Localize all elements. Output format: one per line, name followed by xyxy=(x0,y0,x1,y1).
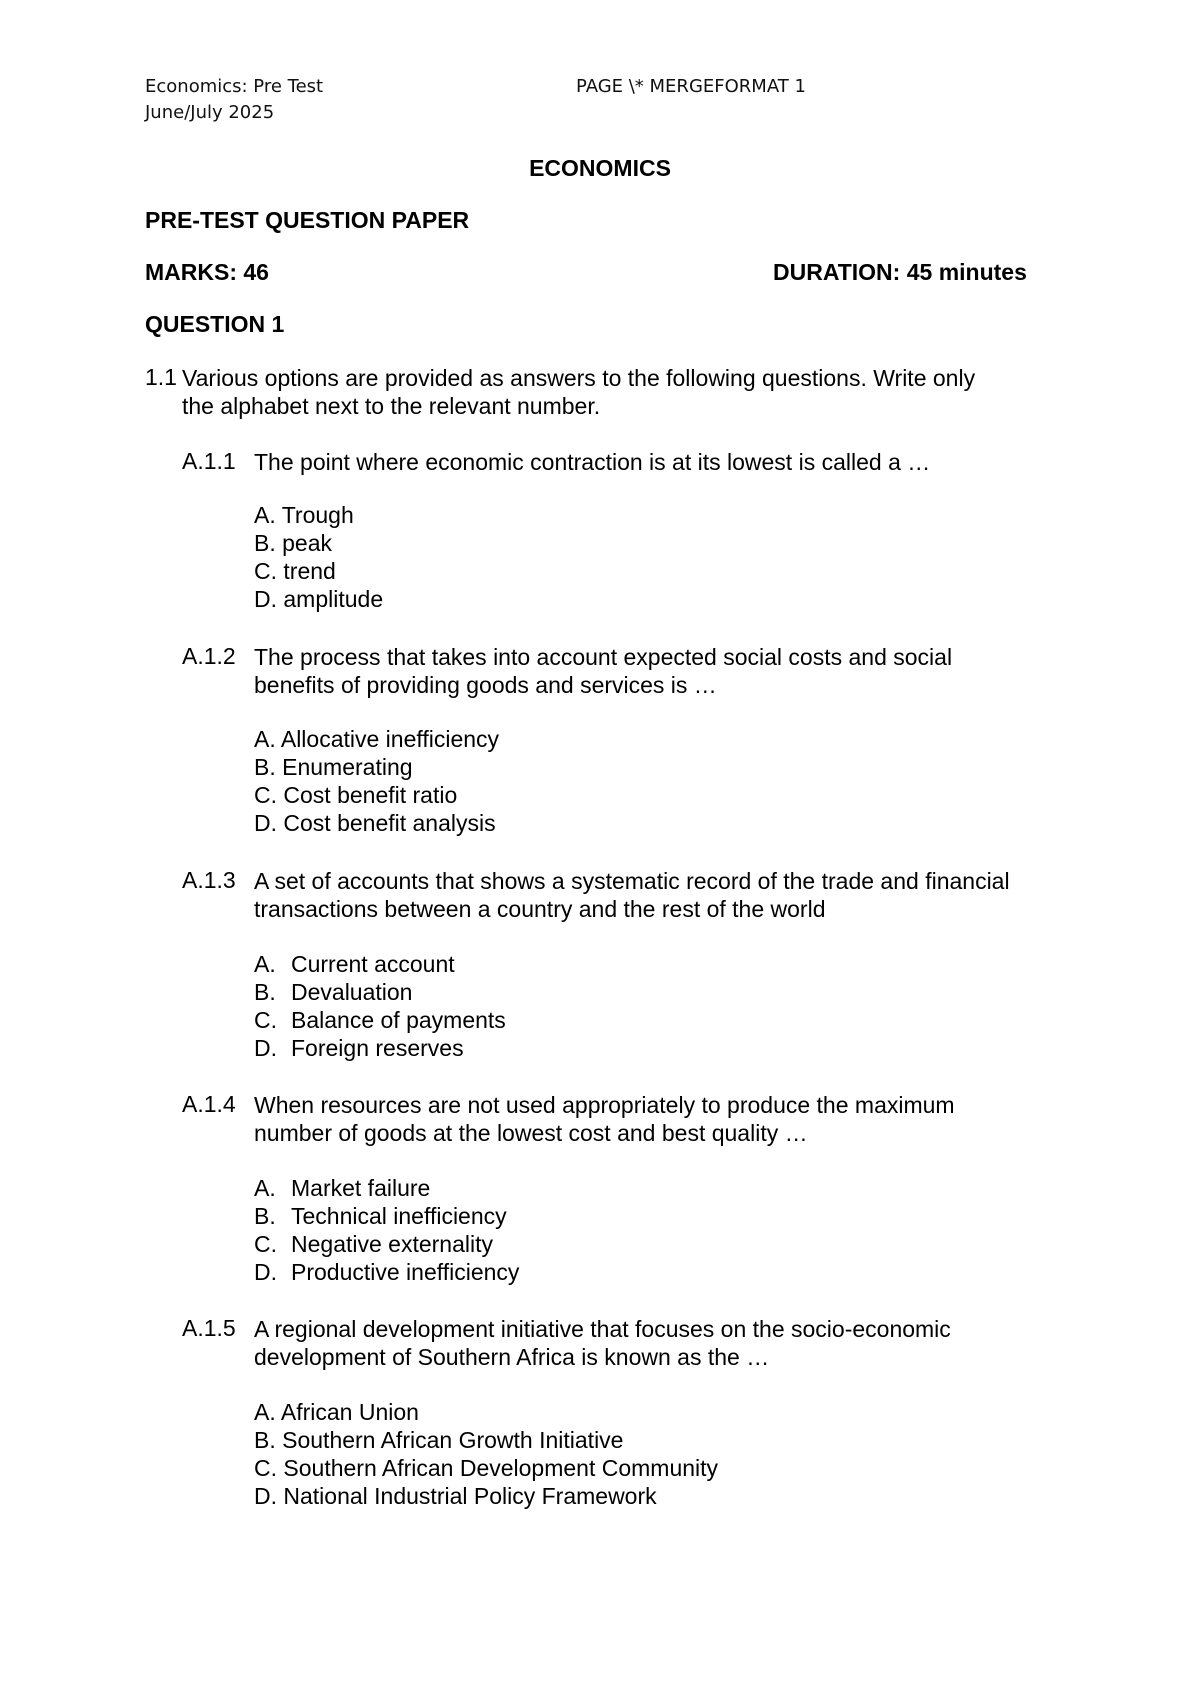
option-item xyxy=(254,978,506,1006)
option-list xyxy=(254,1174,519,1286)
option-letter: B. xyxy=(254,1203,276,1229)
option-item xyxy=(254,1398,718,1426)
section-instruction-line: Various options are provided as answers to the following questions. Write only xyxy=(182,365,976,391)
option-text: Current account xyxy=(291,951,455,977)
question-number: A.1.4 xyxy=(182,1091,236,1117)
option-letter: C. xyxy=(254,1231,277,1257)
header-page-field: PAGE \* MERGEFORMAT 1 xyxy=(576,76,806,97)
option-letter: B. xyxy=(254,754,276,780)
option-text: trend xyxy=(283,558,336,584)
question-number: A.1.3 xyxy=(182,867,236,893)
option-item xyxy=(254,501,383,529)
option-letter: B. xyxy=(254,979,276,1005)
option-letter: D. xyxy=(254,1035,277,1061)
option-letter: C. xyxy=(254,1007,277,1033)
option-text: Foreign reserves xyxy=(291,1035,464,1061)
option-list xyxy=(254,950,506,1062)
option-text: African Union xyxy=(280,1399,419,1425)
option-item xyxy=(254,1202,519,1230)
option-letter: A. xyxy=(254,951,276,977)
option-item xyxy=(254,725,499,753)
option-item xyxy=(254,753,499,781)
option-text: Productive inefficiency xyxy=(291,1259,520,1285)
header-subject: Economics: Pre Test xyxy=(145,76,324,97)
question-text-line: transactions between a country and the rest of the world xyxy=(254,896,826,922)
paper-title: ECONOMICS xyxy=(529,155,671,181)
option-item xyxy=(254,781,499,809)
question-text-line: A set of accounts that shows a systematic record of the trade and financial xyxy=(254,868,1010,894)
option-item xyxy=(254,585,383,613)
option-text: Negative externality xyxy=(291,1231,493,1257)
option-item xyxy=(254,950,506,978)
header-date: June/July 2025 xyxy=(145,102,275,123)
question-text-line: When resources are not used appropriately to produce the maximum xyxy=(254,1092,955,1118)
section-number: 1.1 xyxy=(145,364,177,390)
option-letter: D. xyxy=(254,810,277,836)
option-letter: D. xyxy=(254,1259,277,1285)
option-item xyxy=(254,1230,519,1258)
option-item xyxy=(254,1034,506,1062)
question-text xyxy=(254,867,1010,923)
option-text: Cost benefit ratio xyxy=(283,782,458,808)
option-letter: C. xyxy=(254,782,277,808)
paper-subtitle: PRE-TEST QUESTION PAPER xyxy=(145,207,470,233)
option-list xyxy=(254,725,499,837)
question-text xyxy=(254,448,930,476)
option-item xyxy=(254,1006,506,1034)
option-letter: D. xyxy=(254,586,277,612)
option-item xyxy=(254,557,383,585)
option-text: Balance of payments xyxy=(291,1007,506,1033)
option-text: amplitude xyxy=(283,586,384,612)
option-text: Southern African Development Community xyxy=(283,1455,719,1481)
option-letter: B. xyxy=(254,1427,276,1453)
option-letter: B. xyxy=(254,530,276,556)
question-text-line: development of Southern Africa is known as the … xyxy=(254,1344,770,1370)
question-text-line: number of goods at the lowest cost and best quality … xyxy=(254,1120,808,1146)
question-text-line: The process that takes into account expected social costs and social xyxy=(254,644,953,670)
question-text xyxy=(254,1315,951,1371)
option-item xyxy=(254,1174,519,1202)
option-letter: C. xyxy=(254,558,277,584)
option-letter: A. xyxy=(254,1175,276,1201)
question-number: A.1.2 xyxy=(182,643,236,669)
option-item xyxy=(254,1426,718,1454)
option-text: Technical inefficiency xyxy=(291,1203,507,1229)
option-item xyxy=(254,1258,519,1286)
option-item xyxy=(254,809,499,837)
option-text: peak xyxy=(282,530,332,556)
option-text: Allocative inefficiency xyxy=(280,726,500,752)
question-text-line: benefits of providing goods and services is … xyxy=(254,672,717,698)
question-text-line: The point where economic contraction is at its lowest is called a … xyxy=(254,449,931,475)
option-text: Southern African Growth Initiative xyxy=(282,1427,624,1453)
option-list xyxy=(254,501,383,613)
option-item xyxy=(254,1454,718,1482)
question-heading: QUESTION 1 xyxy=(145,311,285,337)
option-letter: D. xyxy=(254,1483,277,1509)
duration-label: DURATION: 45 minutes xyxy=(773,259,1027,285)
option-text: Devaluation xyxy=(291,979,413,1005)
option-letter: C. xyxy=(254,1455,277,1481)
option-letter: A. xyxy=(254,1399,276,1425)
option-text: Market failure xyxy=(291,1175,431,1201)
option-letter: A. xyxy=(254,502,276,528)
marks-label: MARKS: 46 xyxy=(145,259,269,285)
option-item xyxy=(254,529,383,557)
option-text: Trough xyxy=(281,502,354,528)
option-text: Cost benefit analysis xyxy=(283,810,496,836)
question-number: A.1.5 xyxy=(182,1315,236,1341)
question-text xyxy=(254,643,952,699)
option-text: Enumerating xyxy=(282,754,413,780)
question-number: A.1.1 xyxy=(182,448,236,474)
question-text-line: A regional development initiative that focuses on the socio-economic xyxy=(254,1316,951,1342)
question-text xyxy=(254,1091,955,1147)
header-left xyxy=(145,74,323,126)
option-text: National Industrial Policy Framework xyxy=(283,1483,657,1509)
option-letter: A. xyxy=(254,726,276,752)
section-instruction-line: the alphabet next to the relevant number. xyxy=(182,393,601,419)
section-instruction xyxy=(182,364,975,420)
option-list xyxy=(254,1398,718,1510)
option-item xyxy=(254,1482,718,1510)
